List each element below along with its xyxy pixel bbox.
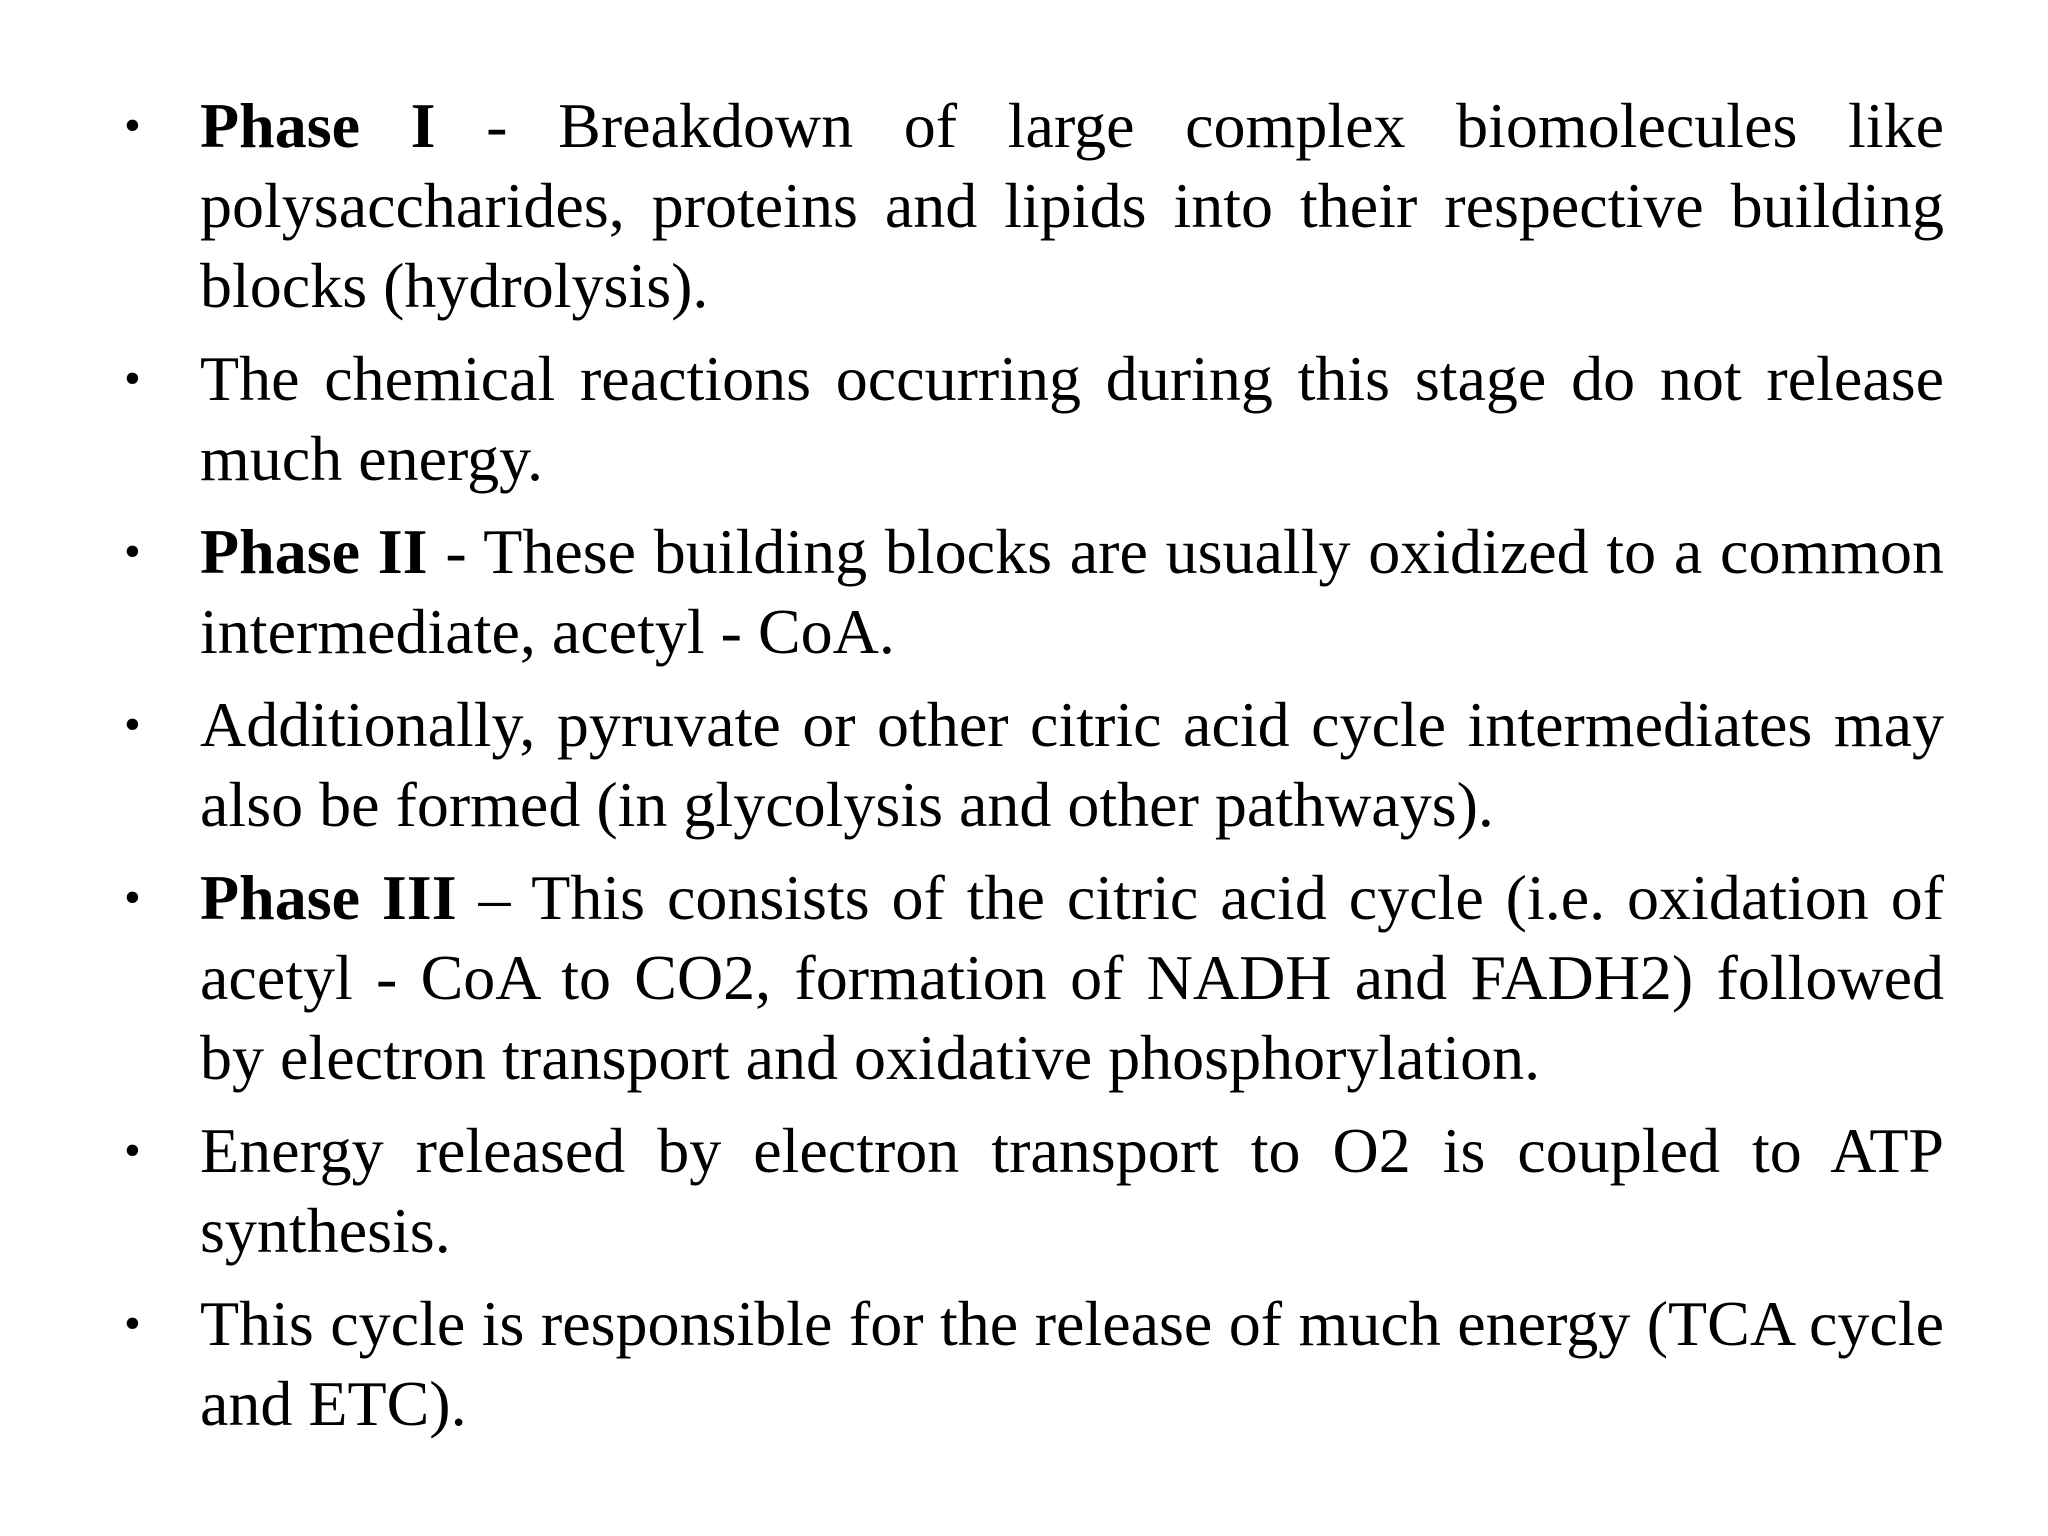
bullet-text bbox=[200, 689, 1944, 840]
bullet-list bbox=[124, 86, 1944, 1457]
bullet-text bbox=[200, 1288, 1944, 1439]
bullet-body: Additionally, pyruvate or other citric acid cycle intermediates may also be formed (in glycolysis and other pathways). bbox=[200, 689, 1944, 840]
bullet-lead: Phase III bbox=[200, 862, 457, 933]
bullet-body: - These building blocks are usually oxidized to a common intermediate, acetyl - CoA. bbox=[200, 516, 1944, 667]
bullet-body: Energy released by electron transport to O2 is coupled to ATP synthesis. bbox=[200, 1115, 1944, 1266]
bullet-text bbox=[200, 343, 1944, 494]
bullet-icon: • bbox=[124, 525, 141, 578]
bullet-item-atp-synthesis bbox=[124, 1111, 1944, 1271]
bullet-lead: Phase I bbox=[200, 90, 436, 161]
bullet-icon: • bbox=[124, 352, 141, 405]
bullet-icon: • bbox=[124, 99, 141, 152]
bullet-text bbox=[200, 516, 1944, 667]
bullet-body: – This consists of the citric acid cycle (i.e. oxidation of acetyl - CoA to CO2, formation of NADH and FADH2) followed by electron transport and oxidative phosphorylation. bbox=[200, 862, 1945, 1093]
bullet-body: The chemical reactions occurring during this stage do not release much energy. bbox=[200, 343, 1944, 494]
bullet-lead: Phase II bbox=[200, 516, 428, 587]
bullet-item-phase-1 bbox=[124, 86, 1944, 326]
bullet-text bbox=[200, 862, 1944, 1093]
bullet-text bbox=[200, 90, 1944, 321]
bullet-item-phase-3 bbox=[124, 858, 1944, 1098]
bullet-icon: • bbox=[124, 698, 141, 751]
bullet-item-energy-release bbox=[124, 1284, 1944, 1444]
bullet-text bbox=[200, 1115, 1944, 1266]
bullet-item-phase-2 bbox=[124, 512, 1944, 672]
bullet-body: This cycle is responsible for the release of much energy (TCA cycle and ETC). bbox=[200, 1288, 1944, 1439]
bullet-icon: • bbox=[124, 1297, 141, 1350]
bullet-body: - Breakdown of large complex biomolecules like polysaccharides, proteins and lipids into their respective building blocks (hydrolysis). bbox=[200, 90, 1945, 321]
bullet-item-intermediates bbox=[124, 685, 1944, 845]
bullet-icon: • bbox=[124, 1124, 141, 1177]
bullet-item-energy-note bbox=[124, 339, 1944, 499]
bullet-icon: • bbox=[124, 871, 141, 924]
